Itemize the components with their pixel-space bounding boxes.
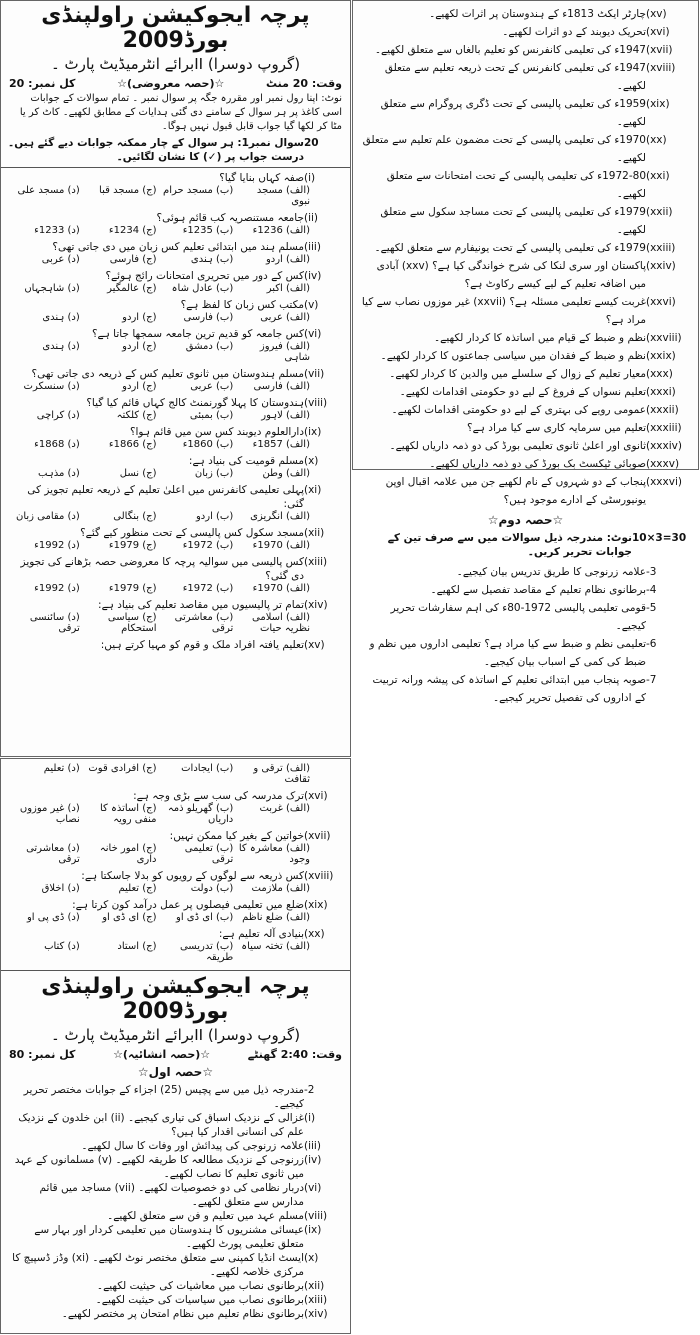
question-row xyxy=(353,5,698,23)
part-two-heading: ☆حصہ دوم☆ xyxy=(487,513,564,527)
answer-options xyxy=(1,410,350,425)
question-number: (xiii) xyxy=(304,556,328,568)
question-text: تعلیم میں سرمایہ کاری سے کیا مراد ہے؟ xyxy=(467,422,646,434)
answer-options xyxy=(1,283,350,298)
question-number: (xxii) xyxy=(646,206,673,218)
question-text: غربت کیسے تعلیمی مسئلہ ہے؟ (xxvii) غیر موزوں نصاب سے کیا مراد ہے؟ xyxy=(361,296,646,326)
question-row xyxy=(1,327,350,341)
answer-option[interactable]: (ب) دمشق xyxy=(185,341,234,352)
question-number: (xx) xyxy=(304,928,325,940)
question-row xyxy=(1,367,350,381)
answer-option[interactable]: (ب) فارسی xyxy=(183,312,234,323)
answer-option[interactable]: (الف) 1970ء xyxy=(252,583,310,594)
question-number: (xxix) xyxy=(646,350,676,362)
answer-option[interactable]: (ب) ای ڈی او xyxy=(176,912,234,923)
question-text: 1972-80ء کی تعلیمی پالیسی کے تحت امتحانات سے متعلق لکھیے۔ xyxy=(386,170,646,200)
question-1-marks: 20 xyxy=(304,137,319,149)
part-two-note xyxy=(353,531,698,559)
question-text: مسلم قومیت کی بنیاد ہے: xyxy=(188,455,304,467)
answer-option[interactable]: (الف) ترقی و ثقافت xyxy=(253,763,310,785)
question-number: (ix) xyxy=(304,1224,322,1236)
question-row xyxy=(353,23,698,41)
answer-options xyxy=(1,843,350,869)
question-row xyxy=(1,638,350,652)
answer-option[interactable]: (د) سنسکرت xyxy=(23,381,80,392)
question-row xyxy=(353,455,698,473)
section-label-2: ☆(حصہ انشائیہ)☆ xyxy=(113,1048,211,1061)
question-text: 1959ء کی تعلیمی پالیسی کے تحت ڈگری پروگرام سے متعلق لکھیے۔ xyxy=(380,98,646,128)
answer-options xyxy=(1,254,350,269)
question-text: برطانوی نظام تعلیم میں نظام امتحان پر مختصر لکھیے۔ xyxy=(61,1308,304,1320)
question-row xyxy=(353,635,698,671)
answer-option[interactable]: (الف) اردو xyxy=(265,254,310,265)
answer-options xyxy=(1,185,350,211)
answer-option[interactable]: (ج) 1866ء xyxy=(108,439,157,450)
question-number: (iii) xyxy=(304,241,321,253)
question-number: (xi) xyxy=(304,484,322,496)
answer-option[interactable]: (ب) ہندی xyxy=(190,254,234,265)
answer-option[interactable]: (الف) فیروز شاہی xyxy=(259,341,310,363)
question-row xyxy=(1,1153,350,1181)
question-text: عمومی رویے کی بہتری کے لیے دو حکومتی اقدامات لکھیے۔ xyxy=(391,404,646,416)
question-text: 1947ء کی تعلیمی کانفرنس کے تحت ذریعہ تعلیم سے متعلق لکھیے۔ xyxy=(384,62,646,92)
question-text: 1947ء کی تعلیمی کانفرنس کو تعلیم بالغاں سے متعلق لکھیے۔ xyxy=(374,44,646,56)
question-row xyxy=(353,347,698,365)
question-1-text: سوال نمبر1: ہر سوال کے چار ممکنہ جوابات دیے گئے ہیں۔ درست جواب پر (✓) کا نشان لگائیں۔ xyxy=(8,137,304,163)
question-text: کس کے دور میں تحریری امتحانات رائج ہوئے؟ xyxy=(105,270,304,282)
answer-option[interactable]: (ب) اردو xyxy=(195,511,234,522)
question-number: (vii) xyxy=(304,368,325,380)
answer-option[interactable]: (الف) عربی xyxy=(260,312,310,323)
question-row xyxy=(1,1279,350,1293)
answer-option[interactable]: (ب) 1860ء xyxy=(182,439,234,450)
question-text: ثانوی اور اعلیٰ ثانوی تعلیمی بورڈ کی دو ذمہ داریاں لکھیے۔ xyxy=(389,440,646,452)
question-row xyxy=(1,425,350,439)
question-row xyxy=(1,898,350,912)
answer-option[interactable]: (ج) عالمگیر xyxy=(107,283,157,294)
question-number: (x) xyxy=(304,455,319,467)
question-number: (v) xyxy=(304,299,319,311)
question-number: (xxiii) xyxy=(646,242,676,254)
question-number: (xxvi) xyxy=(646,296,676,308)
answer-option[interactable]: (الف) غربت xyxy=(259,803,310,814)
answer-options xyxy=(1,312,350,327)
answer-option[interactable]: (ج) امور خانہ داری xyxy=(99,843,157,865)
answer-options xyxy=(1,583,350,598)
answer-option[interactable]: (ب) معاشرتی ترقی xyxy=(174,612,234,634)
question-row xyxy=(1,1209,350,1223)
question-1-intro xyxy=(1,136,350,164)
question-text: مسلم ہندوستان میں ثانوی تعلیم کس کے ذریعہ دی جاتی تھی؟ xyxy=(31,368,304,380)
question-row xyxy=(1,1111,350,1139)
answer-option[interactable]: (الف) ملازمت xyxy=(251,883,310,894)
answer-option[interactable]: (ب) تدریسی طریقہ xyxy=(179,941,234,963)
question-text: بنیادی آلہ تعلیم ہے: xyxy=(218,928,304,940)
question-number: (xxviii) xyxy=(646,332,682,344)
question-text: چارٹر ایکٹ 1813ء کے ہندوستان پر اثرات لکھیے۔ xyxy=(429,8,646,20)
time-allowed: وقت: 20 منٹ xyxy=(265,77,342,90)
paper-meta xyxy=(1,77,350,90)
answer-option[interactable]: (ج) اردو xyxy=(122,381,157,392)
question-row xyxy=(1,483,350,511)
question-row xyxy=(1,454,350,468)
short-questions-continued xyxy=(353,1,698,509)
question-row xyxy=(1,269,350,283)
answer-option[interactable]: (ج) استاد xyxy=(117,941,157,952)
question-row xyxy=(1,1293,350,1307)
answer-option[interactable]: (د) 1868ء xyxy=(34,439,80,450)
answer-option[interactable]: (ج) سیاسی استحکام xyxy=(107,612,157,634)
divider xyxy=(1,970,350,971)
answer-option[interactable]: (الف) لاہور xyxy=(261,410,310,421)
answer-options xyxy=(1,803,350,829)
question-text: ایسٹ انڈیا کمپنی سے متعلق مختصر نوٹ لکھیے۔ (xi) وڈز ڈسپیچ کا مرکزی خلاصہ لکھیے۔ xyxy=(12,1252,304,1278)
question-number: (vi) xyxy=(304,1182,322,1194)
question-row xyxy=(353,383,698,401)
question-number: (xxxiii) xyxy=(646,422,682,434)
answer-option[interactable]: (د) ڈی پی او xyxy=(26,912,80,923)
answer-option[interactable]: (ب) عربی xyxy=(190,381,234,392)
question-number: -4 xyxy=(646,584,657,596)
question-text: عیسائی مشنریوں کا ہندوستان میں تعلیمی کردار اور بہار سے متعلق تعلیمی پورٹ لکھیے۔ xyxy=(34,1224,304,1250)
question-row xyxy=(353,41,698,59)
question-row xyxy=(1,927,350,941)
answer-options xyxy=(1,612,350,638)
question-number: (xv) xyxy=(304,639,325,651)
question-row xyxy=(353,599,698,635)
total-marks-2: کل نمبر: 80 xyxy=(9,1048,76,1061)
question-text: تعلیم نسواں کے فروغ کے لیے دو حکومتی اقدامات لکھیے۔ xyxy=(399,386,646,398)
question-number: (xiv) xyxy=(304,1308,328,1320)
answer-option[interactable]: (ج) ای ڈی او xyxy=(102,912,157,923)
question-number: (ix) xyxy=(304,426,322,438)
answer-option[interactable]: (ج) اردو xyxy=(122,312,157,323)
answer-options xyxy=(1,511,350,526)
question-number: (xxxii) xyxy=(646,404,679,416)
instructions-note: نوٹ: اپنا رول نمبر اور مقررہ جگہ پر سوال نمبر ۔ تمام سوالات کے جوابات اسی کاغذ پر ہر سوال کے سامنے دی گئی ہدایات کے مطابق لکھیے۔ کاٹ کر یا مٹا کر لکھا گیا جواب قابل قبول نہیں ہوگا۔ xyxy=(19,93,342,132)
question-number: (xviii) xyxy=(304,870,334,882)
question-row xyxy=(353,167,698,203)
answer-option[interactable]: (ب) تعلیمی ترقی xyxy=(184,843,234,865)
answer-options xyxy=(1,883,350,898)
question-text: نظم و ضبط کے فقدان میں سیاسی جماعتوں کا کردار لکھیے۔ xyxy=(380,350,646,362)
answer-option[interactable]: (الف) اسلامی نظریہ حیات xyxy=(252,612,310,634)
answer-option[interactable]: (الف) 1236ء xyxy=(252,225,310,236)
question-number: (i) xyxy=(304,172,316,184)
answer-option[interactable]: (ج) بنگالی xyxy=(113,511,157,522)
answer-option[interactable]: (د) تعلیم xyxy=(43,763,80,774)
question-row xyxy=(1,555,350,583)
paper-title: پرچہ ایجوکیشن راولپنڈی بورڈ2009 xyxy=(41,3,310,53)
answer-option[interactable]: (ب) زبان xyxy=(194,468,234,479)
question-number: -7 xyxy=(646,674,657,686)
question-text: کس پالیسی میں سوالیہ پرچہ کا معروضی حصہ بڑھانے کی تجویز دی گئی؟ xyxy=(20,556,304,582)
answer-option[interactable]: (ب) گھریلو ذمہ داریاں xyxy=(167,803,234,825)
question-number: (xxxi) xyxy=(646,386,676,398)
question-row xyxy=(353,203,698,239)
question-number: (xxx) xyxy=(646,368,673,380)
question-number: (xxxvi) xyxy=(646,476,682,488)
question-number: (iv) xyxy=(304,1154,322,1166)
answer-options xyxy=(1,763,350,789)
answer-option[interactable]: (الف) 1857ء xyxy=(252,439,310,450)
answer-option[interactable]: (الف) 1970ء xyxy=(252,540,310,551)
answer-option[interactable]: (د) ہندی xyxy=(42,312,80,323)
answer-option[interactable]: (د) سائنسی ترقی xyxy=(29,612,80,634)
question-text: برطانوی نظام تعلیم کے مقاصد تفصیل سے لکھیے۔ xyxy=(430,584,646,596)
question-text: صوبائی ٹیکسٹ بک بورڈ کی دو ذمہ داریاں لکھیے۔ xyxy=(429,458,646,470)
question-number: (i) xyxy=(304,1112,316,1124)
question-text: 1970ء کی تعلیمی پالیسی کے تحت مضمون علم تعلیم سے متعلق لکھیے۔ xyxy=(362,134,646,164)
question-row xyxy=(1,1251,350,1279)
question-text: تعلیمی نظم و ضبط سے کیا مراد ہے؟ تعلیمی اداروں میں نظم و ضبط کی کمی کے اسباب بیان کیجیے۔ xyxy=(369,638,646,668)
answer-option[interactable]: (ج) نسل xyxy=(119,468,157,479)
question-row xyxy=(353,59,698,95)
answer-options xyxy=(1,540,350,555)
answer-option[interactable]: (ج) فارسی xyxy=(109,254,157,265)
question-row xyxy=(1,396,350,410)
question-row xyxy=(353,329,698,347)
answer-option[interactable]: (الف) وطن xyxy=(262,468,310,479)
answer-option[interactable]: (ب) بمبئی xyxy=(189,410,234,421)
question-2-text: مندرجہ ذیل میں سے پچیس (25) اجزاء کے جوابات مختصر تحریر کیجیے۔ xyxy=(23,1084,304,1110)
question-text: ضلع میں تعلیمی فیصلوں پر عمل درآمد کون کرتا ہے: xyxy=(72,899,304,911)
right-column xyxy=(352,0,699,704)
question-text: کس ذریعہ سے لوگوں کے رویوں کو بدلا جاسکتا ہے: xyxy=(81,870,304,882)
question-text: کس جامعہ کو قدیم ترین جامعہ سمجھا جاتا ہے؟ xyxy=(91,328,304,340)
question-row xyxy=(353,581,698,599)
subjective-paper xyxy=(0,758,351,1334)
question-row xyxy=(1,171,350,185)
part-two-marks: 10×3=30 xyxy=(632,532,687,544)
question-row xyxy=(1,526,350,540)
question-number: (xvii) xyxy=(646,44,673,56)
question-text: مکتب کس زبان کا لفظ ہے؟ xyxy=(180,299,304,311)
question-number: -6 xyxy=(646,638,657,650)
answer-options xyxy=(1,912,350,927)
question-number: (xviii) xyxy=(646,62,676,74)
question-text: دارالعلوم دیوبند کس سن میں قائم ہوا؟ xyxy=(129,426,304,438)
question-text: غزالی کے نزدیک اسباق کی تیاری کیجیے۔ (ii) ابن خلدون کے نزدیک علم کی انسانی اقدار کیا ہیں؟ xyxy=(18,1112,304,1138)
question-number: (xvi) xyxy=(304,790,328,802)
paper-title-2: پرچہ ایجوکیشن راولپنڈی بورڈ2009 xyxy=(41,974,310,1024)
question-text: 1979ء کی تعلیمی پالیسی کے تحت یونیفارم سے متعلق لکھیے۔ xyxy=(374,242,646,254)
question-text: معیار تعلیم کے زوال کے سلسلے میں والدین کا کردار لکھیے۔ xyxy=(389,368,646,380)
question-row xyxy=(1,1307,350,1321)
answer-option[interactable]: (ب) مسجد حرام xyxy=(163,185,234,196)
paper-subtitle-2: برائے انٹرمیڈیٹ پارٹ ۔II (گروپ دوسرا) xyxy=(50,1026,301,1044)
divider xyxy=(1,167,350,168)
question-number: (viii) xyxy=(304,1210,328,1222)
answer-option[interactable]: (ج) 1234ء xyxy=(108,225,157,236)
question-text: خواتین کے بغیر کیا ممکن نہیں: xyxy=(169,830,304,842)
answer-option[interactable]: (د) عربی xyxy=(41,254,80,265)
question-text: پاکستان اور سری لنکا کی شرح خواندگی کیا ہے؟ (xxv) آبادی میں اضافہ تعلیم کے لیے کیسے رکاوٹ ہے؟ xyxy=(376,260,646,290)
question-text: ترک مدرسہ کی سب سے بڑی وجہ ہے: xyxy=(133,790,304,802)
question-row xyxy=(353,401,698,419)
answer-option[interactable]: (ج) تعلیم xyxy=(118,883,157,894)
question-number: (viii) xyxy=(304,397,328,409)
answer-option[interactable]: (د) 1233ء xyxy=(34,225,80,236)
question-text: تعلیم یافتہ افراد ملک و قوم کو مہیا کرتے ہیں: xyxy=(100,639,304,651)
answer-option[interactable]: (ج) 1979ء xyxy=(108,583,157,594)
answer-option[interactable]: (ج) 1979ء xyxy=(108,540,157,551)
answer-option[interactable]: (ج) افرادی قوت xyxy=(88,763,157,774)
answer-option[interactable]: (الف) اکبر xyxy=(266,283,310,294)
question-number: (xii) xyxy=(304,1280,325,1292)
answer-option[interactable]: (د) 1992ء xyxy=(34,540,80,551)
question-text: 1979ء کی تعلیمی پالیسی کے تحت مساجد سکول سے متعلق لکھیے۔ xyxy=(380,206,646,236)
part-one-heading: ☆حصہ اول☆ xyxy=(137,1065,214,1079)
question-text: زرنوجی کے نزدیک مطالعہ کا طریقہ لکھیے۔ (v) مسلمانوں کے عہد میں ثانوی تعلیم کا نصاب لکھیے۔ xyxy=(14,1154,304,1180)
answer-option[interactable]: (د) 1992ء xyxy=(34,583,80,594)
question-number: (xvi) xyxy=(646,26,670,38)
question-text: ہندوستان کا پہلا گورنمنٹ کالج کہاں قائم کیا گیا؟ xyxy=(86,397,304,409)
question-number: (xx) xyxy=(646,134,667,146)
question-number: (xix) xyxy=(646,98,670,110)
answer-option[interactable]: (الف) فارسی xyxy=(253,381,310,392)
mcq-list-continued xyxy=(1,759,350,967)
question-number: (vi) xyxy=(304,328,322,340)
question-row xyxy=(353,437,698,455)
time-allowed-2: وقت: 2:40 گھنٹے xyxy=(247,1048,342,1061)
question-number: (ii) xyxy=(304,212,319,224)
paper-subtitle: برائے انٹرمیڈیٹ پارٹ ۔II (گروپ دوسرا) xyxy=(50,55,301,73)
question-row xyxy=(353,257,698,293)
answer-option[interactable]: (د) مقامی زبان xyxy=(15,511,80,522)
question-row xyxy=(353,473,698,509)
question-row xyxy=(353,239,698,257)
answer-option[interactable]: (الف) معاشرہ کا وجود xyxy=(238,843,310,865)
answer-option[interactable]: (ب) 1235ء xyxy=(182,225,234,236)
question-number: (xii) xyxy=(304,527,325,539)
answer-option[interactable]: (د) کتاب xyxy=(44,941,80,952)
long-questions xyxy=(353,559,698,707)
question-text: پہلی تعلیمی کانفرنس میں اعلیٰ تعلیم کے ذریعہ تعلیم تجویز کی گئی: xyxy=(27,484,304,510)
question-row xyxy=(1,211,350,225)
question-text: پنجاب کے دو شہروں کے نام لکھیے جن میں علامہ اقبال اوپن یونیورسٹی کے ادارے موجود ہیں؟ xyxy=(385,476,646,506)
question-text: علامہ زرنوجی کی پیدائش اور وفات کا سال لکھیے۔ xyxy=(81,1140,304,1152)
question-number: (x) xyxy=(304,1252,319,1264)
question-number: (xxi) xyxy=(646,170,670,182)
answer-option[interactable]: (ج) اردو xyxy=(122,341,157,352)
question-text: علامہ زرنوجی کا طریق تدریس بیان کیجیے۔ xyxy=(456,566,646,578)
answer-option[interactable]: (ب) 1972ء xyxy=(182,540,234,551)
objective-paper xyxy=(0,0,351,757)
question-2-intro xyxy=(1,1083,350,1111)
question-row xyxy=(1,1223,350,1251)
question-text: برطانوی نصاب میں سیاسیات کی حیثیت لکھیے۔ xyxy=(95,1294,304,1306)
answer-option[interactable]: (الف) مسجد نبوی xyxy=(256,185,310,207)
question-row xyxy=(353,563,698,581)
part-two-instructions: نوٹ: مندرجہ ذیل سوالات میں سے صرف تین کے جوابات تحریر کریں۔ xyxy=(387,532,632,558)
question-text: تحریک دیوبند کے دو اثرات لکھیے۔ xyxy=(502,26,646,38)
answer-options xyxy=(1,941,350,967)
answer-option[interactable]: (ج) اساتذہ کا منفی رویہ xyxy=(99,803,157,825)
answer-options xyxy=(1,225,350,240)
question-row xyxy=(353,365,698,383)
question-number: (xvii) xyxy=(304,830,331,842)
short-questions xyxy=(1,1111,350,1321)
question-row xyxy=(1,1181,350,1209)
question-text: برطانوی نصاب میں معاشیات کی حیثیت لکھیے۔ xyxy=(96,1280,304,1292)
question-number: -3 xyxy=(646,566,657,578)
answer-option[interactable]: (الف) انگریزی xyxy=(250,511,310,522)
answer-option[interactable]: (الف) تختہ سیاہ xyxy=(241,941,310,952)
answer-option[interactable]: (ب) ایجادات xyxy=(181,763,234,774)
answer-options xyxy=(1,468,350,483)
question-text: صفہ کہاں بنایا گیا؟ xyxy=(219,172,304,184)
question-text: مسلم عہد میں تعلیم و فن سے متعلق لکھیے۔ xyxy=(107,1210,304,1222)
question-number: (iv) xyxy=(304,270,322,282)
question-row xyxy=(353,293,698,329)
answer-option[interactable]: (د) معاشرتی ترقی xyxy=(26,843,80,865)
question-number: (xxxv) xyxy=(646,458,680,470)
question-row xyxy=(1,829,350,843)
question-row xyxy=(353,671,698,707)
question-row xyxy=(1,869,350,883)
question-text: جامعہ مستنصریہ کب قائم ہوئی؟ xyxy=(156,212,304,224)
answer-option[interactable]: (د) مسجد علی xyxy=(17,185,80,196)
question-number: (xix) xyxy=(304,899,328,911)
question-row xyxy=(353,95,698,131)
mcq-list xyxy=(1,171,350,652)
question-text: دربار نظامی کی دو خصوصیات لکھیے۔ (vii) مساجد میں قائم مدارس سے متعلق لکھیے۔ xyxy=(39,1182,304,1208)
question-row xyxy=(1,1139,350,1153)
question-number: (xiii) xyxy=(304,1294,328,1306)
paper-meta-2 xyxy=(1,1048,350,1061)
question-number: (xxxiv) xyxy=(646,440,682,452)
question-row xyxy=(353,131,698,167)
answer-option[interactable]: (د) کراچی xyxy=(36,410,80,421)
question-number: (xiv) xyxy=(304,599,328,611)
answer-option[interactable]: (ج) کلکتہ xyxy=(116,410,157,421)
answer-option[interactable]: (ب) 1972ء xyxy=(182,583,234,594)
answer-options xyxy=(1,439,350,454)
answer-option[interactable]: (ب) دولت xyxy=(190,883,234,894)
question-row xyxy=(1,789,350,803)
question-row xyxy=(1,298,350,312)
question-row xyxy=(1,240,350,254)
question-number: -5 xyxy=(646,602,657,614)
question-row xyxy=(1,598,350,612)
answer-option[interactable]: (ب) عادل شاہ xyxy=(171,283,234,294)
question-number: (xv) xyxy=(646,8,667,20)
question-text: صوبہ پنجاب میں ابتدائی تعلیم کے اساتذہ کی پیشہ ورانہ تربیت کے اداروں کی تفصیل تحریر کیجیے۔ xyxy=(372,674,646,704)
answer-option[interactable]: (د) اخلاق xyxy=(41,883,80,894)
total-marks: کل نمبر: 20 xyxy=(9,77,76,90)
answer-options xyxy=(1,381,350,396)
answer-options xyxy=(1,341,350,367)
answer-option[interactable]: (ج) مسجد قبا xyxy=(99,185,157,196)
section-label: ☆(حصہ معروضی)☆ xyxy=(117,77,225,90)
question-text: نظم و ضبط کے قیام میں اساتذہ کا کردار لکھیے۔ xyxy=(434,332,646,344)
answer-option[interactable]: (د) غیر موزوں نصاب xyxy=(19,803,80,825)
question-text: مسجد سکول کس پالیسی کے تحت منظور کیے گئے؟ xyxy=(80,527,304,539)
question-row xyxy=(353,419,698,437)
answer-option[interactable]: (الف) ضلع ناظم xyxy=(242,912,310,923)
question-2-number: -2 xyxy=(304,1084,315,1096)
question-number: (iii) xyxy=(304,1140,321,1152)
question-number: (xxiv) xyxy=(646,260,676,272)
answer-option[interactable]: (د) شاہجہاں xyxy=(24,283,80,294)
answer-option[interactable]: (د) مذہب xyxy=(38,468,80,479)
answer-option[interactable]: (د) ہندی xyxy=(42,341,80,352)
question-text: تمام تر پالیسیوں میں مقاصد تعلیم کی بنیاد ہے: xyxy=(98,599,304,611)
question-text: مسلم ہند میں ابتدائی تعلیم کس زبان میں دی جاتی تھی؟ xyxy=(52,241,304,253)
question-text: قومی تعلیمی پالیسی 1972-80ء کی اہم سفارشات تحریر کیجیے۔ xyxy=(390,602,646,632)
